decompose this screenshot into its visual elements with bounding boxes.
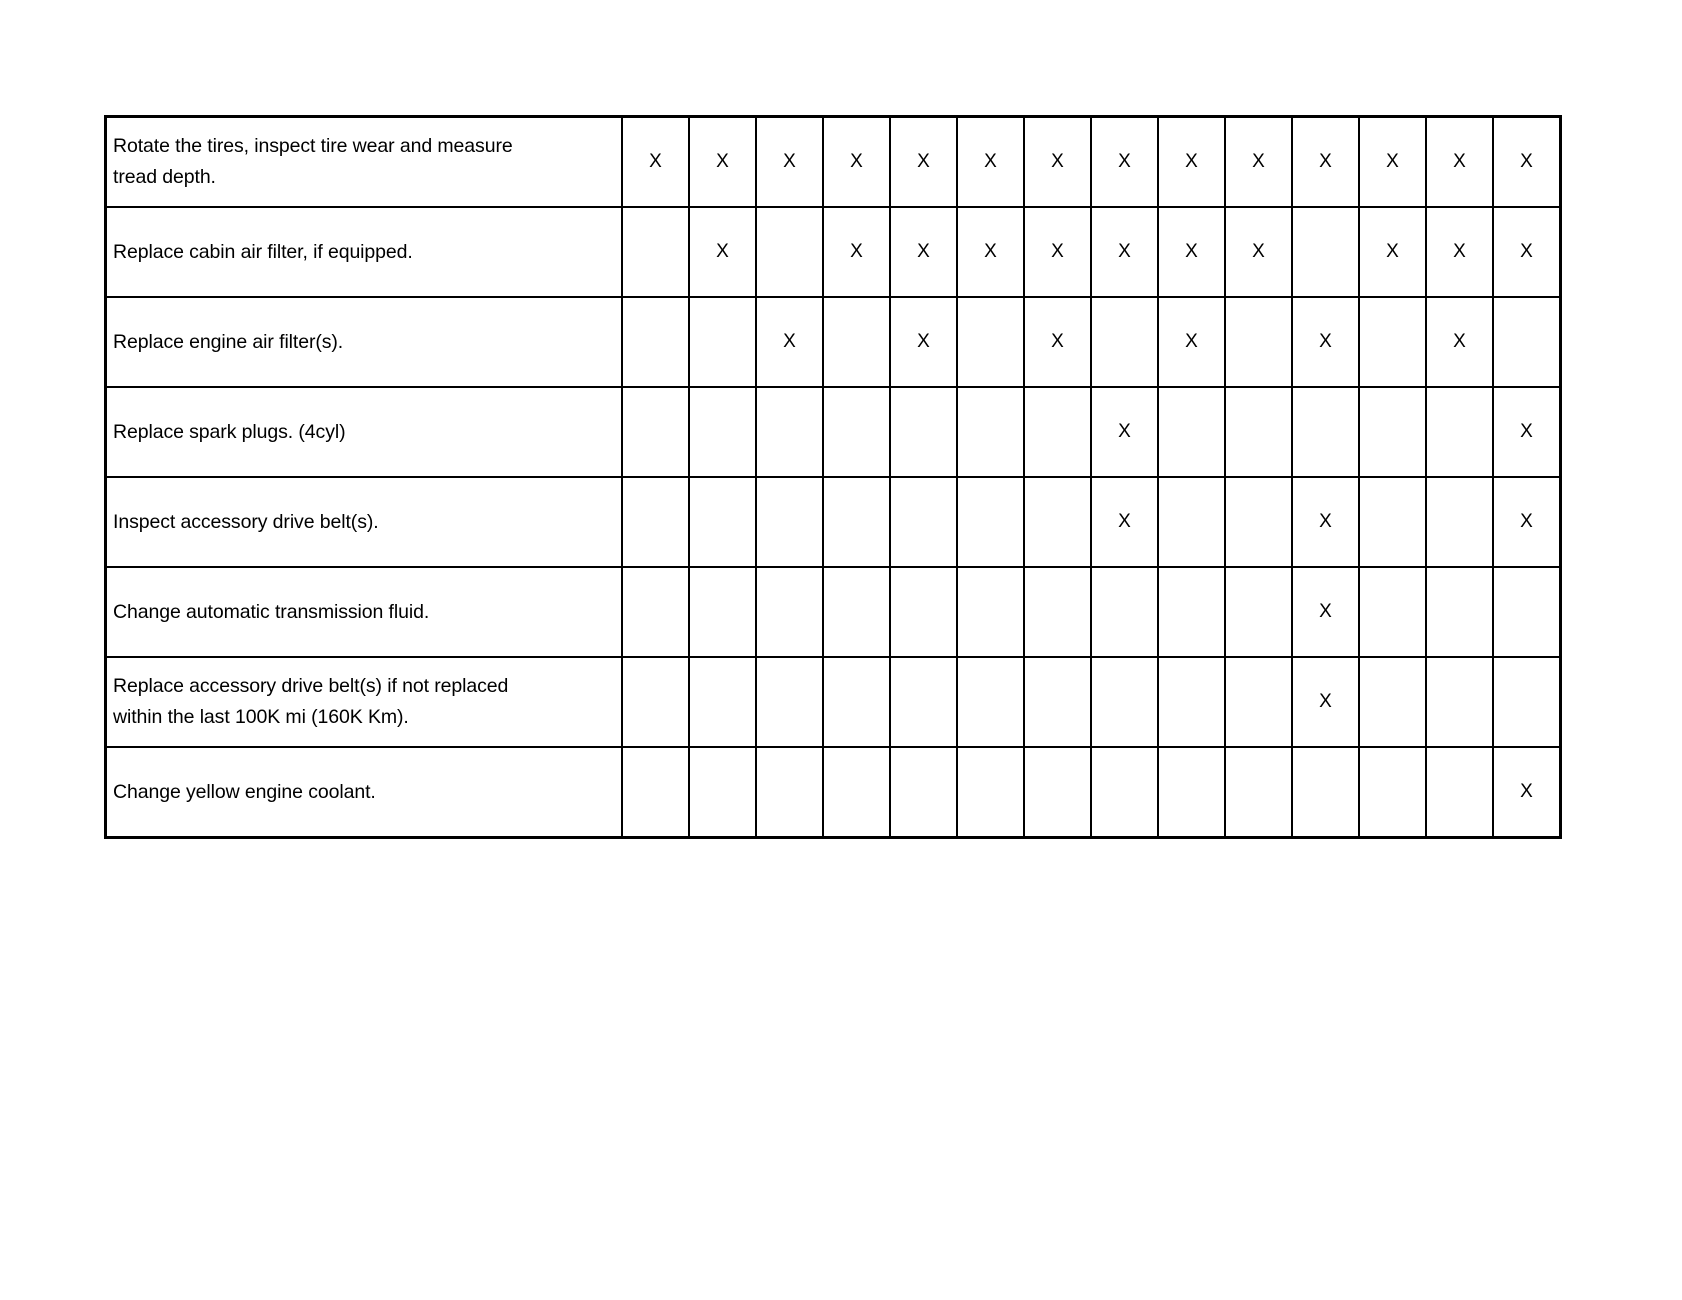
check-mark: X — [1520, 421, 1533, 442]
check-mark: X — [1453, 331, 1466, 352]
interval-cell — [890, 567, 957, 657]
check-mark: X — [984, 241, 997, 262]
interval-cell — [957, 297, 1024, 387]
check-mark: X — [716, 241, 729, 262]
check-mark: X — [1386, 151, 1399, 172]
interval-cell — [890, 387, 957, 477]
interval-cell — [1426, 567, 1493, 657]
interval-cell — [1493, 477, 1561, 567]
interval-cell — [689, 657, 756, 747]
interval-cell — [1292, 747, 1359, 838]
interval-cell — [756, 747, 823, 838]
interval-cell — [756, 477, 823, 567]
interval-cell — [1426, 747, 1493, 838]
check-mark: X — [1118, 511, 1131, 532]
interval-cell — [1359, 117, 1426, 208]
interval-cell — [823, 567, 890, 657]
interval-cell — [1493, 567, 1561, 657]
interval-cell — [756, 657, 823, 747]
interval-cell — [622, 297, 689, 387]
check-mark: X — [984, 151, 997, 172]
table-row — [106, 567, 1561, 657]
interval-cell — [622, 747, 689, 838]
task-description: Change automatic transmission fluid. — [106, 567, 623, 657]
interval-cell — [1024, 477, 1091, 567]
interval-cell — [957, 477, 1024, 567]
interval-cell — [756, 297, 823, 387]
interval-cell — [1091, 567, 1158, 657]
interval-cell — [1426, 297, 1493, 387]
interval-cell — [689, 477, 756, 567]
interval-cell — [823, 117, 890, 208]
check-mark: X — [1319, 331, 1332, 352]
interval-cell — [689, 567, 756, 657]
interval-cell — [1225, 117, 1292, 208]
interval-cell — [1359, 567, 1426, 657]
interval-cell — [957, 567, 1024, 657]
check-mark: X — [1051, 151, 1064, 172]
interval-cell — [1359, 297, 1426, 387]
interval-cell — [823, 477, 890, 567]
interval-cell — [1292, 567, 1359, 657]
interval-cell — [1024, 297, 1091, 387]
check-mark: X — [1051, 331, 1064, 352]
interval-cell — [1024, 207, 1091, 297]
check-mark: X — [1051, 241, 1064, 262]
check-mark: X — [1520, 241, 1533, 262]
interval-cell — [1359, 207, 1426, 297]
table-row — [106, 747, 1561, 838]
interval-cell — [689, 207, 756, 297]
interval-cell — [1158, 207, 1225, 297]
interval-cell — [1426, 117, 1493, 208]
interval-cell — [689, 747, 756, 838]
task-description: Replace cabin air filter, if equipped. — [106, 207, 623, 297]
interval-cell — [1292, 387, 1359, 477]
task-description: Replace spark plugs. (4cyl) — [106, 387, 623, 477]
check-mark: X — [1319, 511, 1332, 532]
interval-cell — [1493, 207, 1561, 297]
table-row — [106, 387, 1561, 477]
interval-cell — [1225, 567, 1292, 657]
interval-cell — [1292, 657, 1359, 747]
interval-cell — [1158, 747, 1225, 838]
interval-cell — [1158, 567, 1225, 657]
check-mark: X — [1520, 511, 1533, 532]
interval-cell — [1091, 747, 1158, 838]
interval-cell — [1426, 387, 1493, 477]
check-mark: X — [1319, 691, 1332, 712]
check-mark: X — [1520, 781, 1533, 802]
task-description: Rotate the tires, inspect tire wear and measure tread depth. — [106, 117, 623, 208]
interval-cell — [957, 207, 1024, 297]
check-mark: X — [1252, 241, 1265, 262]
interval-cell — [1225, 747, 1292, 838]
interval-cell — [1225, 297, 1292, 387]
interval-cell — [756, 117, 823, 208]
interval-cell — [1225, 207, 1292, 297]
interval-cell — [957, 117, 1024, 208]
interval-cell — [1292, 117, 1359, 208]
interval-cell — [890, 477, 957, 567]
interval-cell — [1158, 477, 1225, 567]
interval-cell — [1359, 477, 1426, 567]
interval-cell — [823, 387, 890, 477]
interval-cell — [1292, 477, 1359, 567]
schedule-table-body — [106, 117, 1561, 838]
interval-cell — [1493, 297, 1561, 387]
interval-cell — [957, 657, 1024, 747]
interval-cell — [622, 387, 689, 477]
check-mark: X — [1319, 151, 1332, 172]
table-row — [106, 477, 1561, 567]
interval-cell — [1158, 387, 1225, 477]
check-mark: X — [917, 241, 930, 262]
interval-cell — [823, 747, 890, 838]
interval-cell — [1292, 207, 1359, 297]
interval-cell — [1024, 387, 1091, 477]
interval-cell — [1426, 207, 1493, 297]
task-description: Inspect accessory drive belt(s). — [106, 477, 623, 567]
interval-cell — [1225, 657, 1292, 747]
check-mark: X — [1185, 151, 1198, 172]
interval-cell — [890, 297, 957, 387]
interval-cell — [1493, 387, 1561, 477]
task-description: Change yellow engine coolant. — [106, 747, 623, 838]
interval-cell — [823, 297, 890, 387]
interval-cell — [622, 657, 689, 747]
interval-cell — [1426, 477, 1493, 567]
interval-cell — [622, 477, 689, 567]
interval-cell — [1024, 657, 1091, 747]
interval-cell — [890, 117, 957, 208]
interval-cell — [1359, 387, 1426, 477]
task-description: Replace accessory drive belt(s) if not replaced within the last 100K mi (160K Km). — [106, 657, 623, 747]
check-mark: X — [716, 151, 729, 172]
interval-cell — [957, 747, 1024, 838]
interval-cell — [1426, 657, 1493, 747]
interval-cell — [1024, 747, 1091, 838]
check-mark: X — [1118, 421, 1131, 442]
check-mark: X — [1520, 151, 1533, 172]
interval-cell — [1024, 117, 1091, 208]
check-mark: X — [1386, 241, 1399, 262]
check-mark: X — [783, 151, 796, 172]
interval-cell — [823, 207, 890, 297]
maintenance-schedule-table — [104, 115, 1562, 839]
interval-cell — [890, 657, 957, 747]
check-mark: X — [917, 331, 930, 352]
interval-cell — [1225, 387, 1292, 477]
interval-cell — [622, 207, 689, 297]
interval-cell — [1225, 477, 1292, 567]
check-mark: X — [1453, 151, 1466, 172]
check-mark: X — [850, 151, 863, 172]
table-row — [106, 117, 1561, 208]
check-mark: X — [1118, 151, 1131, 172]
interval-cell — [756, 207, 823, 297]
table-row — [106, 297, 1561, 387]
interval-cell — [1091, 117, 1158, 208]
interval-cell — [1359, 657, 1426, 747]
interval-cell — [1359, 747, 1426, 838]
interval-cell — [622, 117, 689, 208]
interval-cell — [689, 387, 756, 477]
interval-cell — [1493, 657, 1561, 747]
check-mark: X — [850, 241, 863, 262]
interval-cell — [890, 207, 957, 297]
interval-cell — [689, 117, 756, 208]
interval-cell — [622, 567, 689, 657]
interval-cell — [756, 567, 823, 657]
interval-cell — [1091, 477, 1158, 567]
check-mark: X — [783, 331, 796, 352]
interval-cell — [1158, 117, 1225, 208]
check-mark: X — [1118, 241, 1131, 262]
interval-cell — [1091, 657, 1158, 747]
interval-cell — [957, 387, 1024, 477]
interval-cell — [1292, 297, 1359, 387]
check-mark: X — [1319, 601, 1332, 622]
table-row — [106, 207, 1561, 297]
interval-cell — [823, 657, 890, 747]
check-mark: X — [1252, 151, 1265, 172]
interval-cell — [1024, 567, 1091, 657]
interval-cell — [756, 387, 823, 477]
interval-cell — [1158, 297, 1225, 387]
interval-cell — [689, 297, 756, 387]
interval-cell — [1493, 117, 1561, 208]
check-mark: X — [1185, 241, 1198, 262]
interval-cell — [890, 747, 957, 838]
interval-cell — [1091, 207, 1158, 297]
table-row — [106, 657, 1561, 747]
interval-cell — [1493, 747, 1561, 838]
task-description: Replace engine air filter(s). — [106, 297, 623, 387]
check-mark: X — [649, 151, 662, 172]
check-mark: X — [917, 151, 930, 172]
check-mark: X — [1185, 331, 1198, 352]
interval-cell — [1091, 297, 1158, 387]
interval-cell — [1158, 657, 1225, 747]
interval-cell — [1091, 387, 1158, 477]
check-mark: X — [1453, 241, 1466, 262]
